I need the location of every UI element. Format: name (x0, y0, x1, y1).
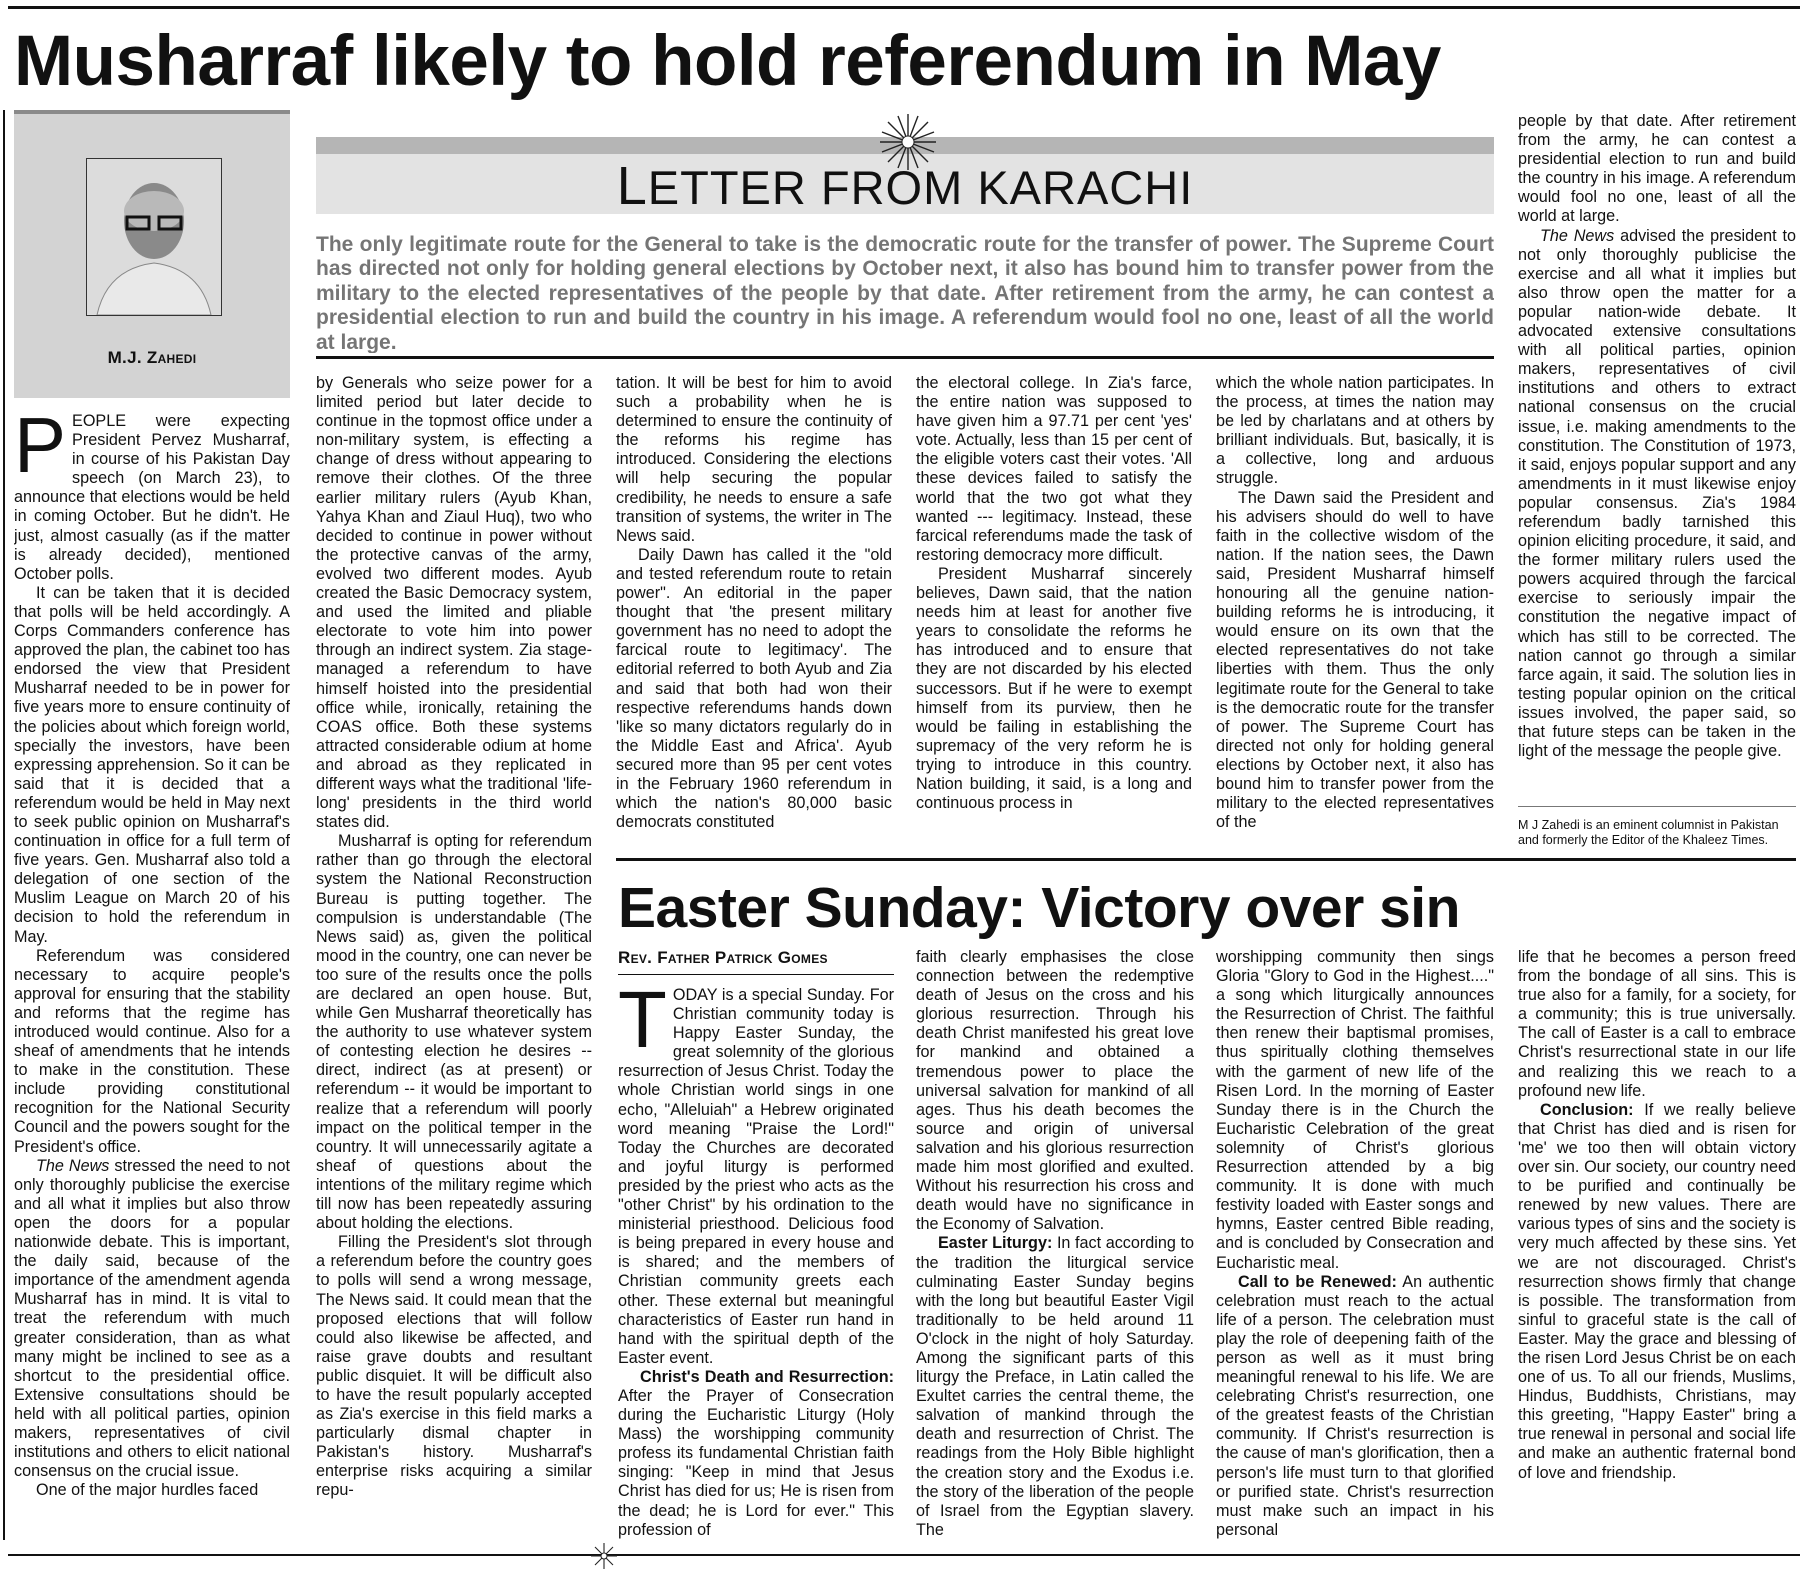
article1-column-1 (14, 412, 290, 1550)
standfirst-rule (316, 356, 1494, 359)
paragraph: In fact according to the tradition the liturgical service culminating Easter Sunday begins with the long but beautiful Easter Vigil traditionally to be held around 11 O'clock in the night of holy Saturday. Among the significant parts of this liturgy the Preface, in Latin called the Exultet carries the central theme, the salvation of mankind through the death and resurrection of Christ. The readings from the Holy Bible highlight the creation story and the Exodus i.e. the story of the liberation of the people of Israel from the Egyptian slavery. The (916, 1234, 1194, 1539)
author-box (14, 110, 290, 398)
article2-column-2 (916, 948, 1194, 1550)
standfirst: The only legitimate route for the General to take is the democratic route for the transfer of power. The Supreme Court has directed not only for holding general elections by October next, it also has bound him to transfer power from the military to the elected representatives of the people by that date. After retirement from the army, he can contest a presidential election to run and build the country in his image. A referendum would fool no one, least of all the world at large. (316, 233, 1494, 353)
column-name-word1: ETTER FR (647, 161, 886, 214)
column-name-final: I (1179, 161, 1194, 214)
author-footnote: M J Zahedi is an eminent columnist in Pakistan and formerly the Editor of the Khaleez Times. (1518, 818, 1779, 847)
paragraph: faith clearly emphasises the close connection between the redemptive death of Jesus on the cross and his glorious resurrection. Through his death Christ manifested his great love for mankind and obtained a tremendous power to place the universal salvation for mankind of all ages. Thus his death becomes the source and origin of universal salvation and his glorious resurrection made him most glorified and exulted. Without his resurrection his cross and death would have no significance in the Economy of Salvation. (916, 948, 1194, 1234)
paragraph: An authentic celebration must reach to the actual life of a person. The celebration must play the role of deepening faith of the person as well as it must bring meaningful renewal to his life. We are celebrating Christ's resurrection, one of the greatest feasts of the Christian community. If Christ's resurrection is the cause of man's glorification, then a person's life must turn to that glorified or purified state. Christ's resurrection must make such an impact in his personal (1216, 1272, 1494, 1539)
footnote-rule (1518, 806, 1796, 807)
article1-column-5 (1216, 374, 1494, 844)
column-name (316, 156, 1494, 216)
paragraph: The Dawn said the President and his advisers should do well to have faith in the collective wisdom of the nation. If the nation sees, the Dawn said, President Musharraf himself honouring all the genuine nation-building reforms he is introducing, it would ensure on its own that the elected representatives do not take liberties with them. Thus the only legitimate route for the General to take is the democratic route for the transfer of power. The Supreme Court has directed not only for holding general elections by October next, it also has bound him to transfer power from the military to the elected representatives of the (1216, 488, 1494, 832)
paragraph: Filling the President's slot through a referendum before the country goes to polls will send a wrong message, The News said. It could mean that the proposed elections that will follow could also likewise be affected, and raise grave doubts and resultant public disquiet. It will be difficult also to have the result popularly accepted as Zia's exercise in this field marks a particularly dismal chapter in Pakistan's history. Musharraf's enterprise risks acquiring a similar repu- (316, 1233, 592, 1500)
paragraph: If we really believe that Christ has died and is risen for 'me' we too then will obtain victory over sin. Our society, our country need to be purified and continually be renewed by new values. There are various types of sins and the society is very much affected by these sins. Yet we are not discouraged. Christ's resurrection shows firmly that change is possible. The transformation from sinful to graceful state is the call of Easter. May the grace and blessing of the risen Lord Jesus Christ be on each one of us. To all our friends, Muslims, Hindus, Buddhists, Christians, may this greeting, "Happy Easter" bring a true renewal in personal and social life and make an authentic fraternal bond of love and friendship. (1518, 1100, 1796, 1482)
page-title: Musharraf likely to hold referendum in May (14, 22, 1441, 101)
article2-column-1 (618, 986, 894, 1550)
paragraph: Referendum was considered necessary to acquire people's approval for ensuring that the stability and reforms that the regime has introduced would continue. Also for a sheaf of amendments that he intends to make in the constitution. These include providing constitutional recognition for the National Security Council and the powers sought for the President's office. (14, 946, 290, 1156)
article1-column-6 (1518, 112, 1796, 798)
article1-column-3 (616, 374, 892, 844)
paragraph: which the whole nation participates. In the process, at times the nation may be led by charlatans and at others by brilliant individuals. But, basically, it is a collective, long and arduous struggle. (1216, 374, 1494, 488)
article2-byline: Rev. Father Patrick Gomes (618, 948, 828, 967)
paragraph: worshipping community then sings Gloria "Glory to God in the Highest...." a song which liturgically announces the Resurrection of Christ. The faithful then renew their baptismal promises, thus spiritually clothing themselves with the garment of new life of the Risen Lord. In the morning of Easter Sunday there is in the Church the Eucharistic Celebration of the great solemnity of Christ's glorious Resurrection attended by a big community. It is done with much festivity loaded with Easter songs and hymns, Easter centred Bible reading, and is concluded by Consecration and Eucharistic meal. (1216, 948, 1494, 1272)
author-name: M.J. Zahedi (107, 348, 197, 367)
bottom-rule (8, 1554, 1800, 1556)
top-rule (8, 6, 1800, 9)
paragraph: After the Prayer of Consecration during the Eucharistic Liturgy (Holy Mass) the worshipping community profess its fundamental Christian faith singing: "Keep in mind that Jesus Christ has died for us; He is risen from the dead; he is Lord for ever." This profession of (618, 1386, 894, 1539)
publication-name: The News (1540, 226, 1615, 245)
paragraph: by Generals who seize power for a limited period but later decide to continue in the topmost office under a non-military system, is effecting a change of dress without appearing to remove their clothes. Of the three earlier military rulers (Ayub Khan, Yahya Khan and Ziaul Huq), two who decided to continue in power without the protective canvas of the army, evolved two different modes. Ayub created the Basic Democracy system, and used the limited and pliable electorate to vote him into power through an indirect system. Zia stage-managed a referendum to have himself hoisted into the presidential office while, ironically, retaining the COAS office. Both these systems attracted considerable odium at home and abroad as they replicated in different ways what the traditional 'life-long' presidents in the third world states did. (316, 374, 592, 832)
article2-headline: Easter Sunday: Victory over sin (618, 876, 1460, 940)
paragraph: One of the major hurdles faced (36, 1481, 259, 1500)
column-name-initial: L (616, 156, 648, 216)
subhead: Call to be Renewed: (1238, 1272, 1397, 1291)
paragraph: people by that date. After retirement from the army, he can contest a presidential election to run and build the country in his image. A referendum would fool no one, least of all the world at large. (1518, 112, 1796, 226)
dropcap-letter: P (14, 412, 67, 489)
column-name-word2: M KARACH (923, 161, 1180, 214)
left-column-rule (3, 110, 5, 1540)
dropcap-letter: T (618, 986, 667, 1064)
article1-column-2 (316, 374, 592, 1550)
article2-column-3 (1216, 948, 1494, 1550)
publication-name: The News (36, 1156, 110, 1175)
subhead: Christ's Death and Resurrection: (640, 1367, 894, 1386)
paragraph: life that he becomes a person freed from the bondage of all sins. This is true also for a family, for a society, for a community; this is true universally. The call of Easter is a call to embrace Christ's resurrectional state in our life and realizing this we reach to a profound new life. (1518, 948, 1796, 1100)
paragraph: Musharraf is opting for referendum rather than go through the electoral system the National Reconstruction Bureau is putting together. The compulsion is understandable (The News said) as, given the political mood in the country, one can never be too sure of the results once the polls are declared an open house. But, while Gen Musharraf theoretically has the authority to use whatever system of contesting election he desires -- direct, indirect (as at present) or referendum -- it would be important to realize that a referendum will poorly impact on the political temper in the country. It will unnecessarily agitate a sheaf of questions about the intentions of the military regime which till now has been repeatedly assuring about holding the elections. (316, 832, 592, 1233)
subhead: Conclusion: (1540, 1100, 1634, 1119)
author-portrait-icon (86, 158, 222, 316)
paragraph: ODAY is a special Sunday. For Christian community today is Happy Easter Sunday, the great solemnity of the glorious resurrection of Jesus Christ. Today the whole Christian world sings in one echo, "Alleluiah" a Hebrew originated word meaning "Praise the Lord!" Today the Churches are decorated and joyful liturgy is performed presided by the priest who acts as the "other Christ" by his ordination to the ministerial priesthood. Delicious food is being prepared in every house and is shared; and the members of Christian community greets each other. These external but meaningful characteristics of Easter run hand in hand with the spiritual depth of the Easter event. (618, 986, 894, 1367)
paragraph: President Musharraf sincerely believes, Dawn said, that the nation needs him at least for another five years to consolidate the reforms he has introduced and to ensure that they are not discarded by his elected successors. But if he were to exempt himself from its purview, then he would be failing in establishing the supremacy of the very reform he is trying to introduce in this country. Nation building, it said, is a long and continuous process in (916, 564, 1192, 813)
paragraph: It can be taken that it is decided that polls will be held accordingly. A Corps Commanders conference has approved the plan, the cabinet too has endorsed the view that President Musharraf needed to be in power for five years more to ensure continuity of the policies about which foreign world, specially the investors, have been expressing apprehension. So it can be said that it is decided that a referendum would be held in May next to seek public opinion on Musharraf's continuation in office for a full term of five years. Gen. Musharraf also told a delegation of one section of the Muslim League on March 20 of his decision to hold the referendum in May. (14, 583, 290, 946)
article-divider (616, 858, 1796, 861)
article1-column-4 (916, 374, 1192, 844)
subhead: Easter Liturgy: (938, 1234, 1053, 1253)
paragraph: EOPLE were expecting President Pervez Musharraf, in course of his Pakistan Day speech (on March 23), to announce that elections would be held in coming October. But he didn't. He just, almost casually (as if the matter is already decided), mentioned October polls. (14, 412, 290, 583)
paragraph: tation. It will be best for him to avoid such a probability when he is determined to ensure the continuity of the reforms his regime has introduced. Considering the elections will help securing the popular credibility, he needs to ensure a safe transition of systems, the writer in The News said. (616, 374, 892, 545)
starburst-icon (590, 1542, 618, 1570)
article2-column-4 (1518, 948, 1796, 1550)
paragraph: stressed the need to not only thoroughly publicise the exercise and all what it implies but also throw open the doors for a popular nationwide debate. This is important, the daily said, because of the importance of the amendment agenda Musharraf has in mind. It is vital to treat the referendum with much greater consideration, than as what many might be inclined to see as a shortcut to the presidential office. Extensive consultations should be held with all political parties, opinion makers, representatives of civil institutions and others to elicit national consensus on the crucial issue. (14, 1156, 290, 1481)
column-name-o: O (885, 161, 924, 214)
paragraph: advised the president to not only thoroughly publicise the exercise and all what it implies but also throw open the matter for a popular nation-wide debate. It advocated extensive consultations with all political parties, opinion makers, representatives of civil institutions and others to extract national consensus on the crucial issue, i.e. making amendments to the constitution. The Constitution of 1973, it said, enjoys popular support and any amendments in it must likewise enjoy popular consensus. Zia's 1984 referendum badly tarnished this opinion eliciting procedure, it said, and the former military rulers used the powers acquired through the farcical exercise to seriously impair the constitution the negative impact of which has still to be corrected. The nation cannot go through a similar farce again, it said. The solution lies in testing popular opinion on the critical issues involved, the paper said, so that future steps can be taken in the light of the message the people give. (1518, 226, 1796, 761)
paragraph: the electoral college. In Zia's farce, the entire nation was supposed to have given him a 97.71 per cent 'yes' vote. Actually, less than 15 per cent of the eligible voters cast their votes. 'All these devices failed to satisfy the world that the two got what they wanted --- legitimacy. Instead, these farcical referendums made the task of restoring democracy more difficult. (916, 374, 1192, 564)
paragraph: Daily Dawn has called it the "old and tested referendum route to retain power". An editorial in the paper thought that 'the present military government has no need to adopt the farcical route to legitimacy'. The editorial referred to both Ayub and Zia and said that both had won their respective referendums hands down 'like so many dictators regularly do in the Middle East and Africa'. Ayub secured more than 95 per cent votes in the February 1960 referendum in which the nation's 80,000 basic democrats constituted (616, 545, 892, 832)
byline-rule (618, 974, 894, 975)
